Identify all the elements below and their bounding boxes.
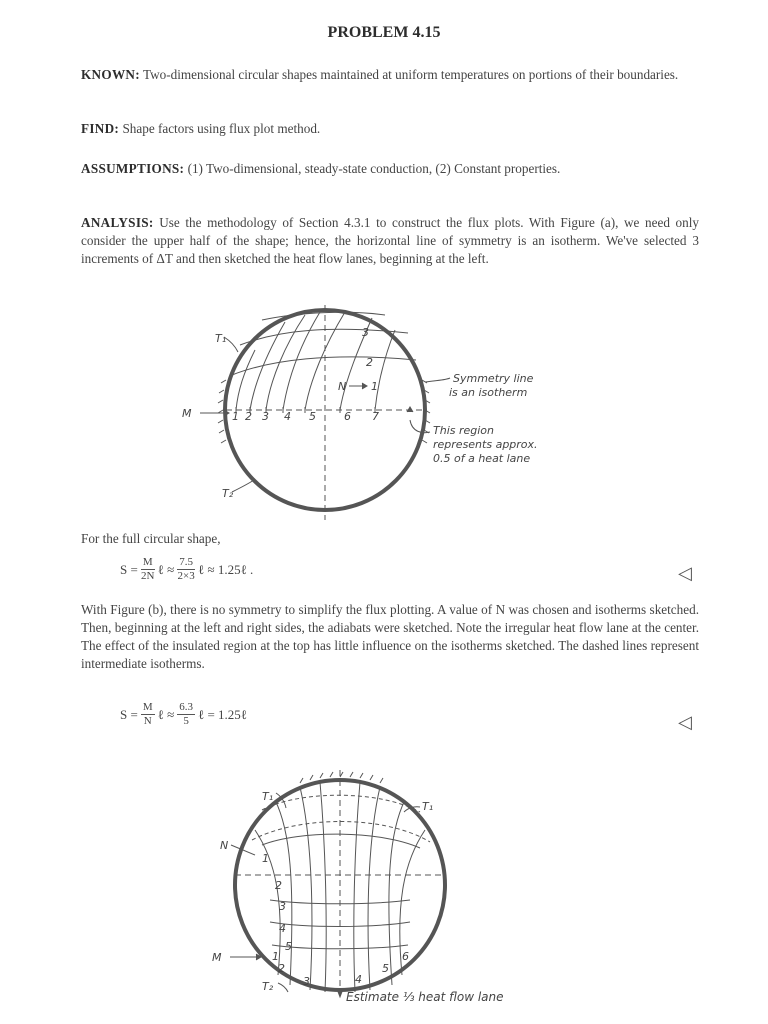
known-text: Two-dimensional circular shapes maintained at uniform temperatures on portions of their boundaries. <box>143 67 679 82</box>
eq2-frac1-num: M <box>142 701 153 713</box>
assumptions-heading: ASSUMPTIONS: <box>81 161 185 176</box>
fig-a-region-note-1: This region <box>433 424 495 437</box>
eq1-mid: ℓ ≈ <box>157 561 175 577</box>
fig-a-symmetry-note-1: Symmetry line <box>453 372 534 385</box>
fig-a-region-note-2: represents approx. <box>433 438 538 451</box>
equation-2 <box>120 701 247 728</box>
fig-b-m-number-4: 4 <box>355 973 362 986</box>
fig-a-m-label: M <box>182 407 192 420</box>
figure-b-text: With Figure (b), there is no symmetry to simplify the flux plotting. A value of N was chosen and isotherms sketched. Then, beginning at the left and right sides, the adiabats were sketched. Note the irregular heat flow lane at the center. The effect of the insulated region at the top has little influence on the isotherms sketched. The dashed lines represent intermediate isotherms. <box>81 602 699 671</box>
fig-b-m-number-3: 3 <box>303 975 310 988</box>
eq1-frac2-num: 7.5 <box>179 556 193 568</box>
eq2-frac2-num: 6.3 <box>179 701 193 713</box>
eq1-fraction-1 <box>141 556 155 583</box>
fig-b-n-number-4: 4 <box>279 922 286 935</box>
equation-1 <box>120 556 253 583</box>
known-heading: KNOWN: <box>81 67 140 82</box>
fig-b-n-number-5: 5 <box>285 940 292 953</box>
analysis-section <box>81 214 699 268</box>
fig-b-m-number-6: 6 <box>402 950 409 963</box>
result-marker-1: ◁ <box>678 563 692 583</box>
eq2-frac1-den: N <box>143 715 152 727</box>
eq2-fraction-1 <box>141 701 155 728</box>
eq2-mid: ℓ ≈ <box>157 706 175 722</box>
analysis-heading: ANALYSIS: <box>81 215 154 230</box>
fig-b-t1-left-label: T₁ <box>262 790 274 803</box>
fig-b-t1-right-label: T₁ <box>422 800 434 813</box>
full-shape-text: For the full circular shape, <box>81 531 221 546</box>
fig-a-n-value: 1 <box>371 380 378 393</box>
find-heading: FIND: <box>81 121 120 136</box>
fig-a-t1-label: T₁ <box>215 332 227 345</box>
fig-a-t2-label: T₂ <box>222 487 234 500</box>
fig-b-m-number-5: 5 <box>382 962 389 975</box>
eq2-lhs: S = <box>120 706 138 722</box>
fig-b-n-number-1: 1 <box>262 852 269 865</box>
fig-b-t2-label: T₂ <box>262 980 274 993</box>
fig-a-lane-4: 4 <box>284 410 291 423</box>
eq1-frac1-den: 2N <box>140 570 155 582</box>
page-title: PROBLEM 4.15 <box>327 24 441 41</box>
assumptions-section <box>81 160 699 178</box>
known-section <box>81 66 699 84</box>
result-marker-2: ◁ <box>678 712 692 732</box>
eq1-fraction-2 <box>177 556 195 583</box>
fig-a-lane-6: 6 <box>344 410 351 423</box>
figure-b-flux-plot <box>200 760 570 1015</box>
eq1-frac2-den: 2×3 <box>177 570 195 582</box>
figure-a-flux-plot <box>170 300 590 530</box>
fig-a-lane-5: 5 <box>309 410 316 423</box>
fig-b-n-label: N <box>220 839 229 852</box>
fig-a-n-label: N <box>338 380 347 393</box>
eq1-lhs: S = <box>120 561 138 577</box>
fig-a-lane-1: 1 <box>232 410 239 423</box>
fig-a-isotherm-2: 2 <box>366 356 373 369</box>
eq2-fraction-2 <box>177 701 195 728</box>
find-text: Shape factors using flux plot method. <box>122 121 321 136</box>
eq1-rhs: ℓ ≈ 1.25ℓ . <box>197 561 254 577</box>
fig-b-m-number-2: 2 <box>278 962 285 975</box>
find-section <box>81 120 699 138</box>
fig-b-m-number-1: 1 <box>272 950 279 963</box>
fig-a-lane-3: 3 <box>262 410 269 423</box>
analysis-text: Use the methodology of Section 4.3.1 to construct the flux plots. With Figure (a), we need only consider the upper half of the shape; hence, the horizontal line of symmetry is an isotherm. We've selected 3 increments of ΔT and then sketched the heat flow lanes, beginning at the left. <box>81 215 699 266</box>
fig-a-region-note-3: 0.5 of a heat lane <box>433 452 531 465</box>
fig-b-m-label: M <box>212 951 222 964</box>
fig-b-estimate-note: Estimate ⅓ heat flow lane <box>346 990 504 1004</box>
eq1-frac1-num: M <box>142 556 153 568</box>
eq2-rhs: ℓ = 1.25ℓ <box>197 706 248 722</box>
fig-a-symmetry-note-2: is an isotherm <box>449 386 528 399</box>
fig-b-n-number-2: 2 <box>275 879 282 892</box>
assumptions-text: (1) Two-dimensional, steady-state conduction, (2) Constant properties. <box>187 161 561 176</box>
eq2-frac2-den: 5 <box>183 715 189 727</box>
fig-a-lane-2: 2 <box>245 410 252 423</box>
fig-a-isotherm-3: 3 <box>362 326 369 339</box>
fig-a-lane-7: 7 <box>372 410 379 423</box>
fig-b-n-number-3: 3 <box>279 900 286 913</box>
